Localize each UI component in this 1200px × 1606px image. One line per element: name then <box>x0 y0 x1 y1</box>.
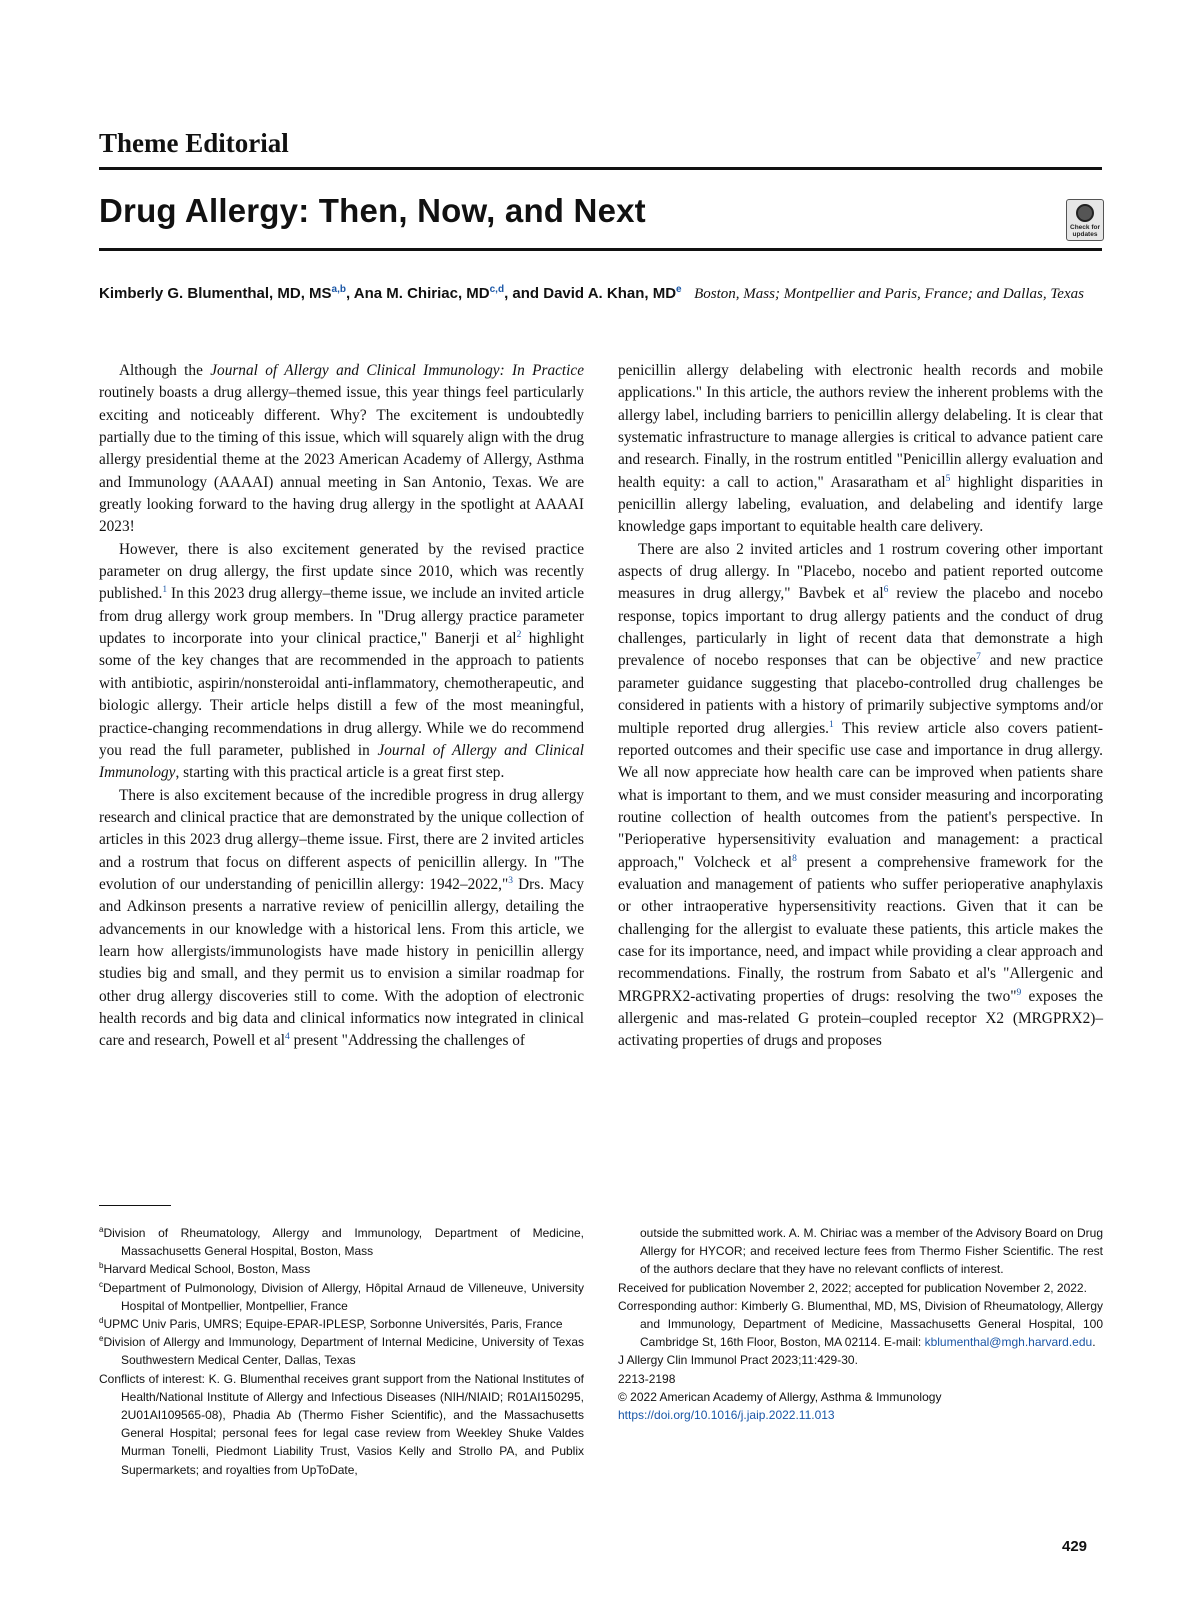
issn-line: 2213-2198 <box>618 1371 676 1386</box>
section-label: Theme Editorial <box>99 128 289 158</box>
reference-link[interactable]: 2 <box>516 630 522 641</box>
reference-link[interactable]: 7 <box>976 652 981 663</box>
footnotes-right <box>618 1224 1103 1424</box>
affiliation-footnote: $^c$Department of Pulmonology, Division of Allergy, Hôpital Arnaud de Villeneuve, University Hospital of Montpellier, Montpellier, France <box>99 1279 584 1313</box>
author-line: Kimberly G. Blumenthal, MD, MS$^{a,b}$, Ana M. Chiriac, MD$^{c,d}$, and David A. Khan, MDe Boston, Mass; Montpellier and Paris, France; and Dallas, Texas <box>99 284 1084 302</box>
body-column-left <box>99 360 584 1053</box>
author-name: Ana M. Chiriac, MD <box>353 285 490 302</box>
affiliation-footnote: $^b$Harvard Medical School, Boston, Mass <box>99 1261 311 1277</box>
reference-link[interactable]: 5 <box>945 473 951 484</box>
reference-link[interactable]: 6 <box>883 585 889 596</box>
reference-link[interactable]: 3 <box>508 875 514 886</box>
conflicts-of-interest: Conflicts of interest: K. G. Blumenthal receives grant support from the National Institutes of Health/National Institute of Allergy and Infectious Diseases (NIH/NIAID; R01AI150295, 2U01AI109565-08), Phadia Ab (Thermo Fisher Scientific), and the Massachusetts General Hospital; personal fees for legal case review from Weekley Shuke Valdes Murman Tonelli, Piedmont Liability Trust, Vasios Kelly and Strollo PA, and Publix Supermarkets; and royalties from UpToDate, <box>99 1371 584 1477</box>
reference-link[interactable]: 8 <box>792 853 797 864</box>
author-affiliation-ref[interactable]: a,b <box>331 284 346 295</box>
corresponding-author: Corresponding author: Kimberly G. Blumenthal, MD, MS, Division of Rheumatology, Allergy and Immunology, Department of Medicine, Massachusetts General Hospital, 100 Cambridge St, 16th Floor, Boston, MA 02114. E-mail: kblumenthal@mgh.harvard.edu. <box>618 1298 1103 1350</box>
body-column-right <box>618 360 1103 1053</box>
email-link[interactable]: kblumenthal@mgh.harvard.edu <box>924 1335 1093 1350</box>
author-locations: Boston, Mass; Montpellier and Paris, France; and Dallas, Texas <box>694 286 1084 302</box>
author-name: David A. Khan, MD <box>543 285 677 302</box>
top-rule <box>99 167 1102 170</box>
reference-link[interactable]: 9 <box>1016 987 1022 998</box>
citation-line: J Allergy Clin Immunol Pract 2023;11:429-30. <box>618 1353 858 1368</box>
body-paragraph: However, there is also excitement generated by the revised practice parameter on drug allergy, the first update since 2010, which was recently published.$^1$ In this 2023 drug allergy–theme issue, we include an invited article from drug allergy work group members. In "Drug allergy practice parameter updates to incorporate into your clinical practice," Banerji et $al^2$ highlight some of the key changes that are recommended in the approach to patients with antibiotic, aspirin/nonsteroidal anti-inflammatory, chemotherapeutic, and biologic allergy. Their article helps distill a few of the most meaningful, practice-changing recommendations in drug allergy. While we do recommend you read the full parameter, published in Journal of Allergy and Clinical Immunology, starting with this practical article is a great first step. <box>99 540 584 782</box>
reference-link[interactable]: 1 <box>162 585 168 596</box>
footnote-rule <box>99 1205 171 1206</box>
page-number: 429 <box>1062 1538 1088 1555</box>
footnotes-left <box>99 1224 584 1479</box>
affiliation-footnote: $^d$UPMC Univ Paris, UMRS; Equipe-EPAR-IPLESP, Sorbonne Universités, Paris, France <box>99 1316 563 1332</box>
author-affiliation-ref[interactable]: c,d <box>489 284 505 295</box>
copyright-line: © 2022 American Academy of Allergy, Asthma & Immunology <box>618 1389 942 1404</box>
check-for-updates-badge[interactable] <box>1066 199 1104 241</box>
reference-link[interactable]: 1 <box>828 719 834 730</box>
conflicts-continued: outside the submitted work. A. M. Chiriac was a member of the Advisory Board on Drug Allergy for HYCOR; and received lecture fees from Thermo Fisher Scientific. The rest of the authors declare that they have no relevant conflicts of interest. <box>640 1226 1103 1277</box>
affiliation-footnote: $^a$Division of Rheumatology, Allergy and Immunology, Department of Medicine, Massachusetts General Hospital, Boston, Mass <box>99 1225 584 1259</box>
received-dates: Received for publication November 2, 2022; accepted for publication November 2, 2022. <box>618 1280 1087 1295</box>
reference-link[interactable]: 4 <box>285 1032 290 1043</box>
article-title: Drug Allergy: Then, Now, and Next <box>99 192 646 229</box>
author-affiliation-ref[interactable]: e <box>676 284 682 295</box>
crossmark-label: Check for updates <box>1070 224 1100 238</box>
doi-link[interactable]: https://doi.org/10.1016/j.jaip.2022.11.013 <box>618 1408 835 1423</box>
body-paragraph: Although the Journal of Allergy and Clinical Immunology: In Practice routinely boasts a drug allergy–themed issue, this year things feel particularly exciting and noticeably different. Why? The excitement is undoubtedly partially due to the timing of this issue, which will squarely align with the drug allergy presidential theme at the 2023 American Academy of Allergy, Asthma and Immunology (AAAAI) annual meeting in San Antonio, Texas. We are greatly looking forward to the having drug allergy in the spotlight at AAAAI 2023! <box>99 362 584 536</box>
affiliation-footnote: $^e$Division of Allergy and Immunology, Department of Internal Medicine, University of Texas Southwestern Medical Center, Dallas, Texas <box>99 1334 584 1368</box>
body-paragraph: There is also excitement because of the incredible progress in drug allergy research and clinical practice that are demonstrated by the unique collection of articles in this 2023 drug allergy–theme issue. First, there are 2 invited articles and a rostrum that focus on different aspects of penicillin allergy. In "The evolution of our understanding of penicillin allergy: 1942–2022,"$^3$ Drs. Macy and Adkinson presents a narrative review of penicillin allergy, detailing the advancements in our knowledge with a historical lens. From this article, we learn how allergists/immunologists have made history in penicillin allergy studies big and small, and they permit us to envision a similar roadmap for other drug allergy discoveries still to come. With the adoption of electronic health records and big data and clinical informatics now integrated in clinical care and research, Powell et $al^4$ present "Addressing the challenges of <box>99 786 584 1050</box>
crossmark-icon <box>1076 204 1094 222</box>
body-paragraph: penicillin allergy delabeling with electronic health records and mobile applications." In this article, the authors review the inherent problems with the allergy label, including barriers to penicillin allergy delabeling. It is clear that systematic infrastructure to manage allergies is critical to advance patient care and research. Finally, in the rostrum entitled "Penicillin allergy evaluation and health equity: a call to action," Arasaratham et $al^5$ highlight disparities in penicillin allergy labeling, evaluation, and delabeling and identify large knowledge gaps important to equitable health care delivery. <box>618 362 1103 536</box>
author-name: Kimberly G. Blumenthal, MD, MS <box>99 285 332 302</box>
title-rule <box>99 248 1102 251</box>
body-paragraph: There are also 2 invited articles and 1 rostrum covering other important aspects of drug allergy. In "Placebo, nocebo and patient reported outcome measures in drug allergy," Bavbek et $al^6$ review the placebo and nocebo response, topics important to drug allergy patients and the conduct of drug challenges, particularly in light of recent data that demonstrate a high prevalence of nocebo responses that can be objective$^7$ and new practice parameter guidance suggesting that placebo-controlled drug challenges be considered in patients with a history of primarily subjective symptoms and/or multiple reported drug allergies.$^1$ This review article also covers patient-reported outcomes and their specific use case and importance in drug allergy. We all now appreciate how health care can be improved when patients share what is important to them, and we must consider measuring and incorporating routine collection of health outcomes from the patient's perspective. In "Perioperative hypersensitivity evaluation and management: a practical approach," Volcheck et $al^8$ present a comprehensive framework for the evaluation and management of patients who suffer perioperative anaphylaxis or other intraoperative hypersensitivity reactions. Given that it can be challenging for the allergist to evaluate these patients, this article makes the case for its importance, need, and impact while providing a clear approach and recommendations. Finally, the rostrum from Sabato et al's "Allergenic and MRGPRX2-activating properties of drugs: resolving the two"$^9$ exposes the allergenic and mas-related G protein–coupled receptor X2 (MRGPRX2)–activating properties of drugs and proposes <box>618 540 1103 1050</box>
